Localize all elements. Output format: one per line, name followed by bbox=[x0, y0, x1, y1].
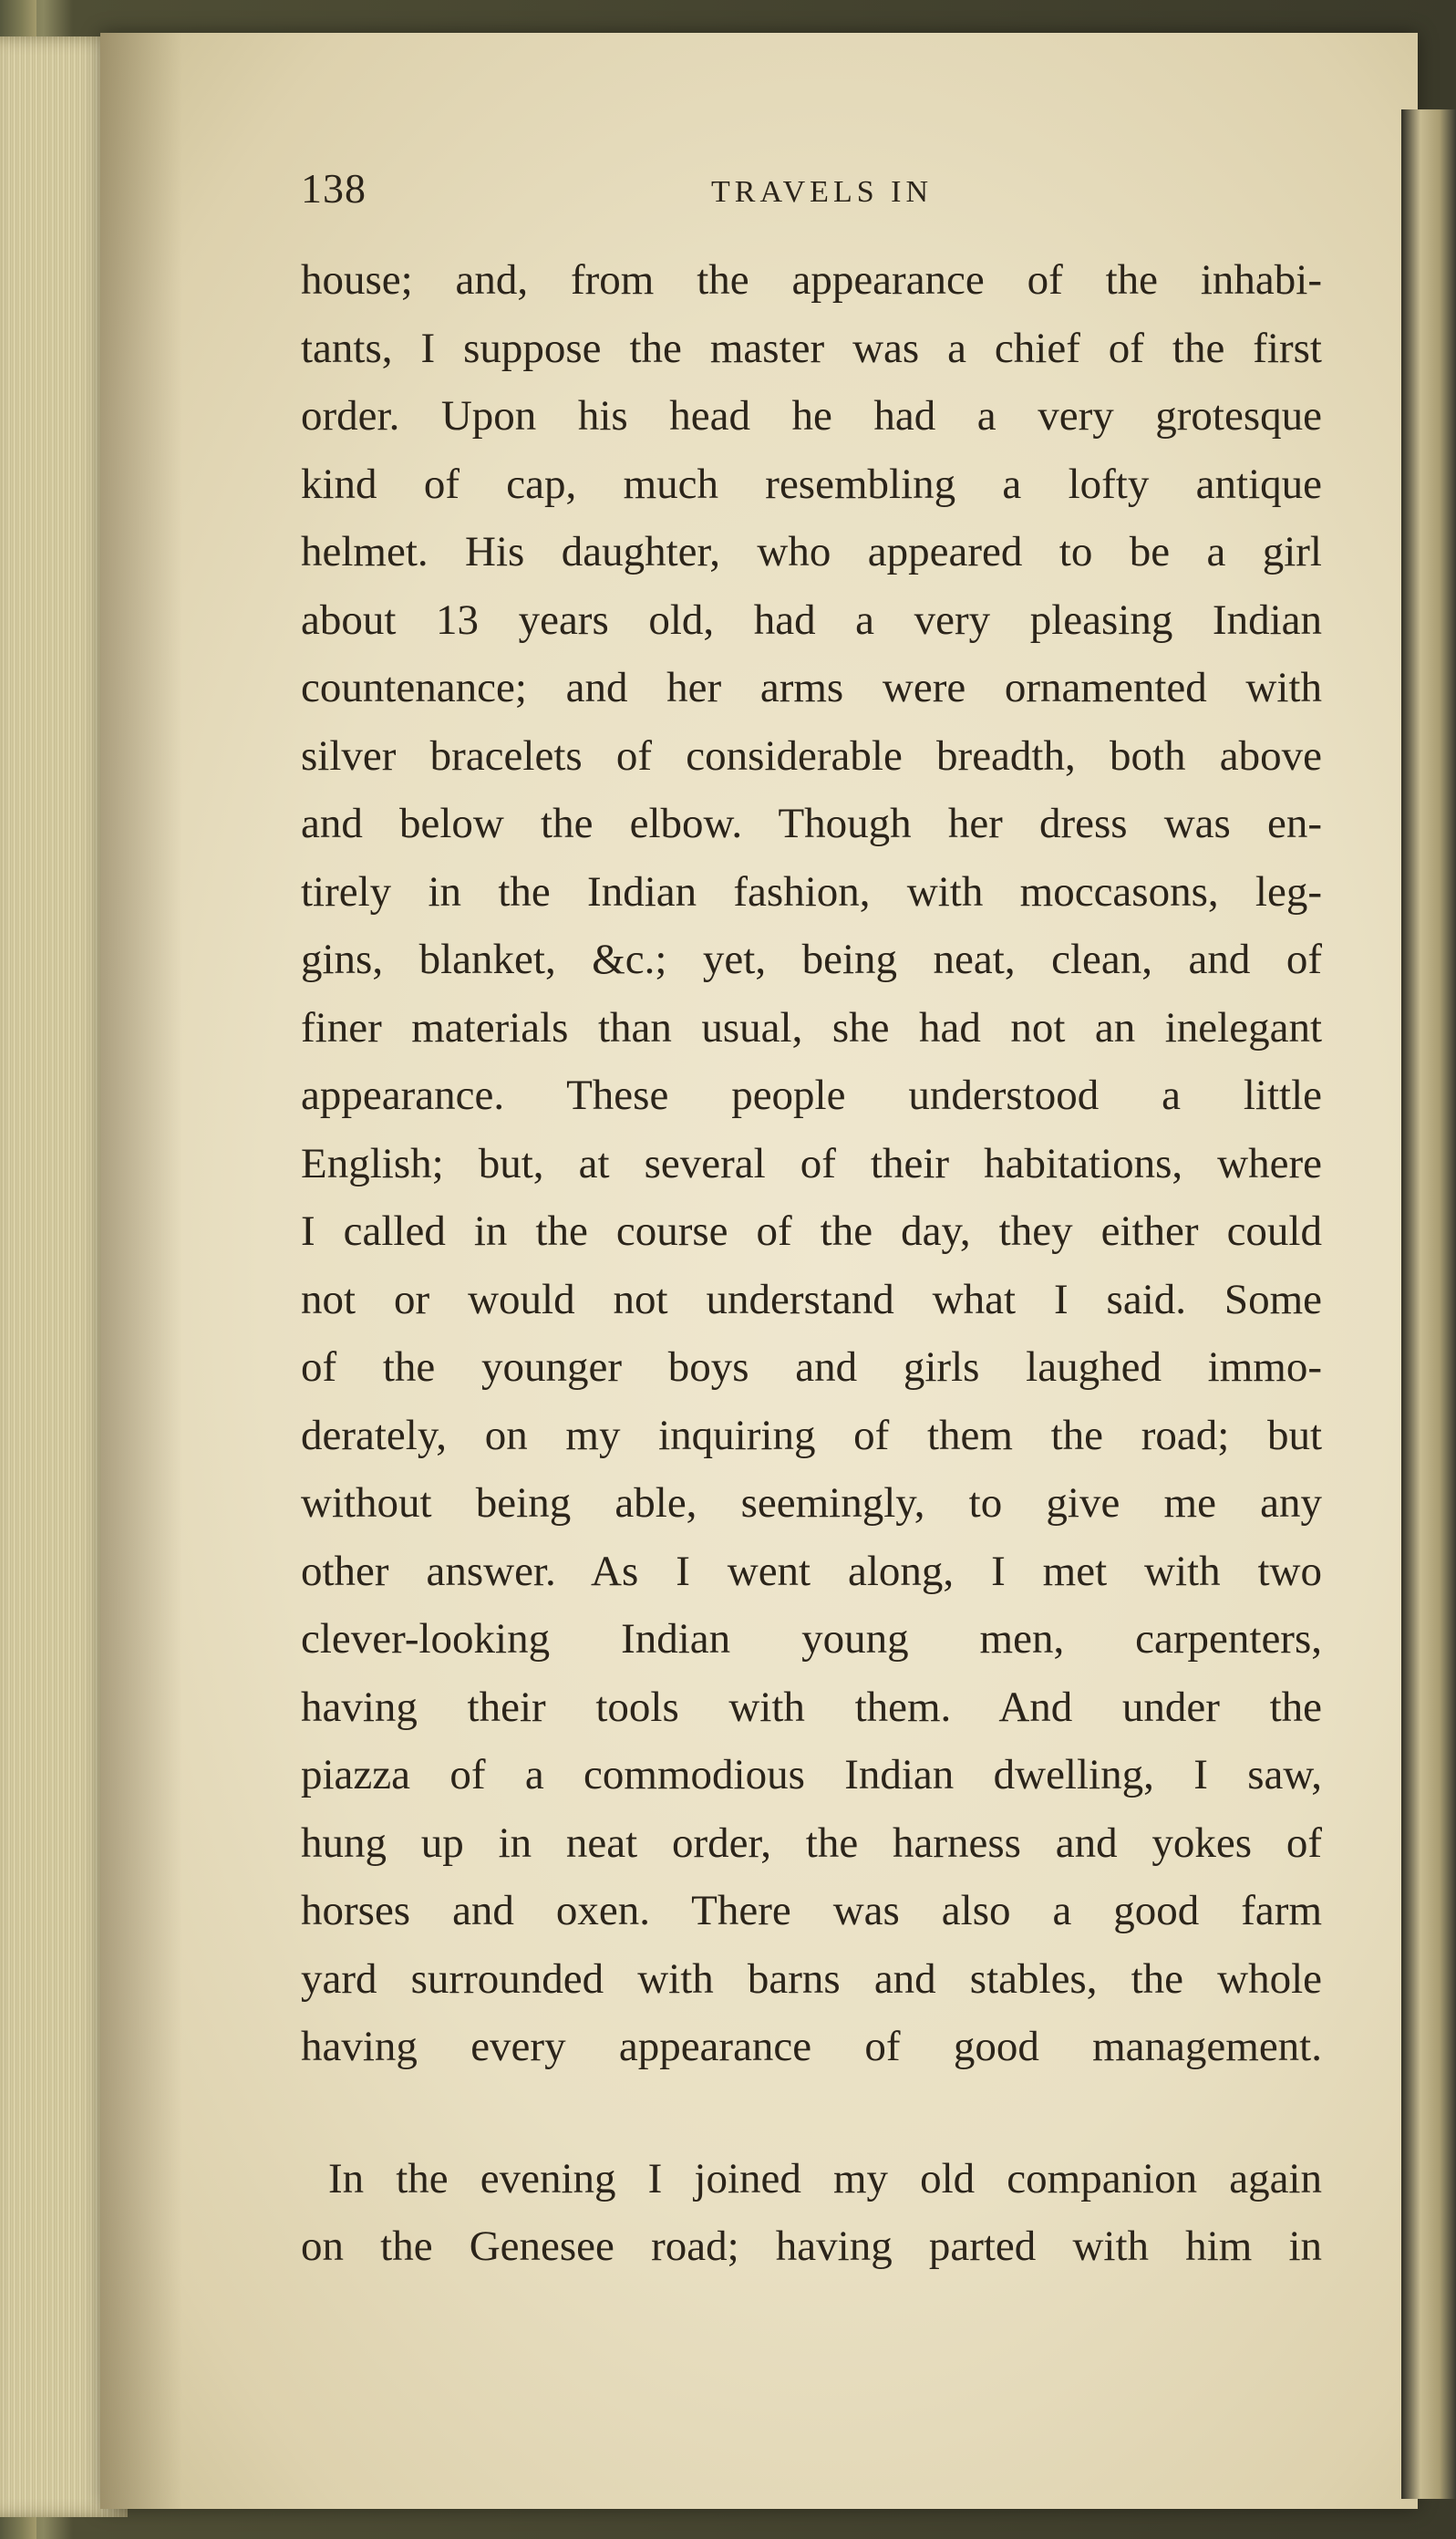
text-line: gins, blanket, &c.; yet, being neat, clean, and of bbox=[301, 936, 1322, 983]
text-line: piazza of a commodious Indian dwelling, I saw, bbox=[301, 1751, 1322, 1798]
text-line: silver bracelets of considerable breadth, both above bbox=[301, 731, 1322, 780]
text-line: tants, I suppose the master was a chief of the first bbox=[301, 324, 1322, 372]
text-line: countenance; and her arms were ornamented with bbox=[301, 664, 1322, 711]
paragraph-2 bbox=[301, 2145, 1340, 2281]
page-header bbox=[301, 164, 1340, 246]
text-line: In the evening I joined my old companion again bbox=[328, 2154, 1322, 2202]
text-line: kind of cap, much resembling a lofty antique bbox=[301, 460, 1322, 508]
text-line: English; but, at several of their habitations, where bbox=[301, 1139, 1322, 1187]
running-head: TRAVELS IN bbox=[711, 175, 933, 209]
text-line: finer materials than usual, she had not an inelegant bbox=[301, 1003, 1322, 1052]
text-line: yard surrounded with barns and stables, the whole bbox=[301, 1954, 1322, 2003]
text-line: horses and oxen. There was also a good farm bbox=[301, 1887, 1322, 1934]
text-line: appearance. These people understood a little bbox=[301, 1072, 1322, 1119]
text-line: clever-looking Indian young men, carpenters, bbox=[301, 1615, 1322, 1663]
text-line: tirely in the Indian fashion, with moccasons, leg- bbox=[301, 867, 1322, 916]
paragraph-1 bbox=[301, 246, 1340, 2081]
text-line: other answer. As I went along, I met with two bbox=[301, 1547, 1322, 1595]
text-line: order. Upon his head he had a very grotesque bbox=[301, 392, 1322, 440]
text-line: house; and, from the appearance of the inhabi- bbox=[301, 256, 1322, 304]
text-line: I called in the course of the day, they either could bbox=[301, 1207, 1322, 1255]
page-number: 138 bbox=[301, 165, 367, 212]
text-line: not or would not understand what I said. Some bbox=[301, 1275, 1322, 1323]
text-line: having every appearance of good management. bbox=[301, 2023, 1322, 2070]
text-line: hung up in neat order, the harness and yokes of bbox=[301, 1819, 1322, 1867]
paragraph-gap bbox=[301, 2081, 1340, 2145]
next-leaf-edge bbox=[1401, 109, 1456, 2499]
text-line: of the younger boys and girls laughed immo- bbox=[301, 1343, 1322, 1391]
text-line: derately, on my inquiring of them the road; but bbox=[301, 1411, 1322, 1459]
text-line: without being able, seemingly, to give me any bbox=[301, 1479, 1322, 1527]
text-line: and below the elbow. Though her dress was en- bbox=[301, 800, 1322, 847]
page-text bbox=[301, 164, 1340, 2281]
text-line: about 13 years old, had a very pleasing Indian bbox=[301, 596, 1322, 644]
text-line: having their tools with them. And under the bbox=[301, 1683, 1322, 1731]
text-line: helmet. His daughter, who appeared to be a girl bbox=[301, 528, 1322, 575]
text-line: on the Genesee road; having parted with him in bbox=[301, 2223, 1322, 2270]
